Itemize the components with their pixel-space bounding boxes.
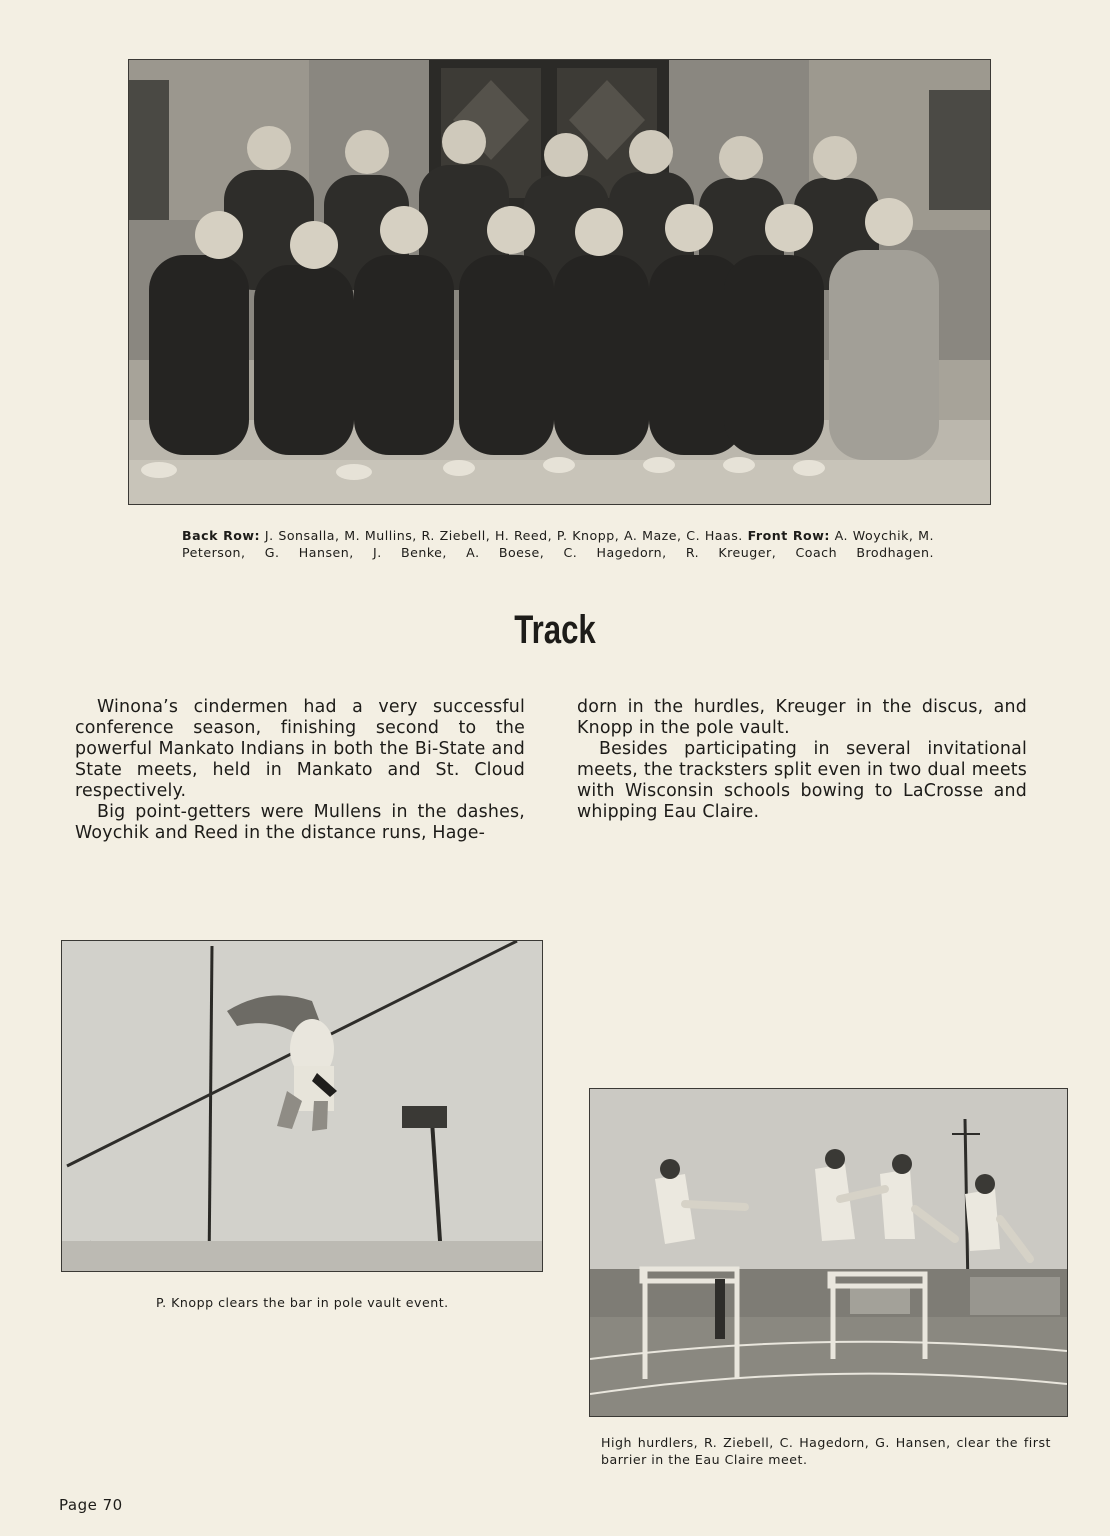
article-paragraph: Big point-getters were Mullens in the dashes, Woychik and Reed in the distance runs, Hage- xyxy=(75,802,525,843)
pole-vault-photo xyxy=(61,940,543,1272)
hurdles-image xyxy=(590,1089,1067,1416)
hurdles-photo xyxy=(589,1088,1068,1417)
team-photo-caption xyxy=(182,527,934,561)
article-paragraph: dorn in the hurdles, Kreuger in the discus, and Knopp in the pole vault. xyxy=(577,697,1027,738)
hurdles-caption: High hurdlers, R. Ziebell, C. Hagedorn, G. Hansen, clear the first barrier in the Eau Claire meet. xyxy=(601,1435,1051,1467)
team-photo-image xyxy=(129,60,990,504)
page-number: Page 70 xyxy=(59,1496,123,1514)
back-row-label: Back Row: xyxy=(182,528,261,543)
article-paragraph: Besides participating in several invitational meets, the tracksters split even in two dual meets with Wisconsin schools bowing to LaCrosse and whipping Eau Claire. xyxy=(577,739,1027,822)
section-title: Track xyxy=(514,608,596,652)
pole-vault-caption: P. Knopp clears the bar in pole vault event. xyxy=(156,1295,449,1310)
article-column-left xyxy=(75,697,525,844)
back-row-names: J. Sonsalla, M. Mullins, R. Ziebell, H. Reed, P. Knopp, A. Maze, C. Haas. xyxy=(264,528,743,543)
pole-vault-image xyxy=(62,941,542,1271)
team-photo xyxy=(128,59,991,505)
front-row-label: Front Row: xyxy=(747,528,830,543)
article-paragraph: Winona’s cindermen had a very successful conference season, finishing second to the powerful Mankato Indians in both the Bi-State and State meets, held in Mankato and St. Cloud respectively. xyxy=(75,697,525,801)
article-column-right xyxy=(577,697,1027,823)
front-row-names: A. Woychik, M. Peterson, G. Hansen, J. Benke, A. Boese, C. Hagedorn, R. Kreuger, Coach Brodhagen. xyxy=(182,528,934,560)
